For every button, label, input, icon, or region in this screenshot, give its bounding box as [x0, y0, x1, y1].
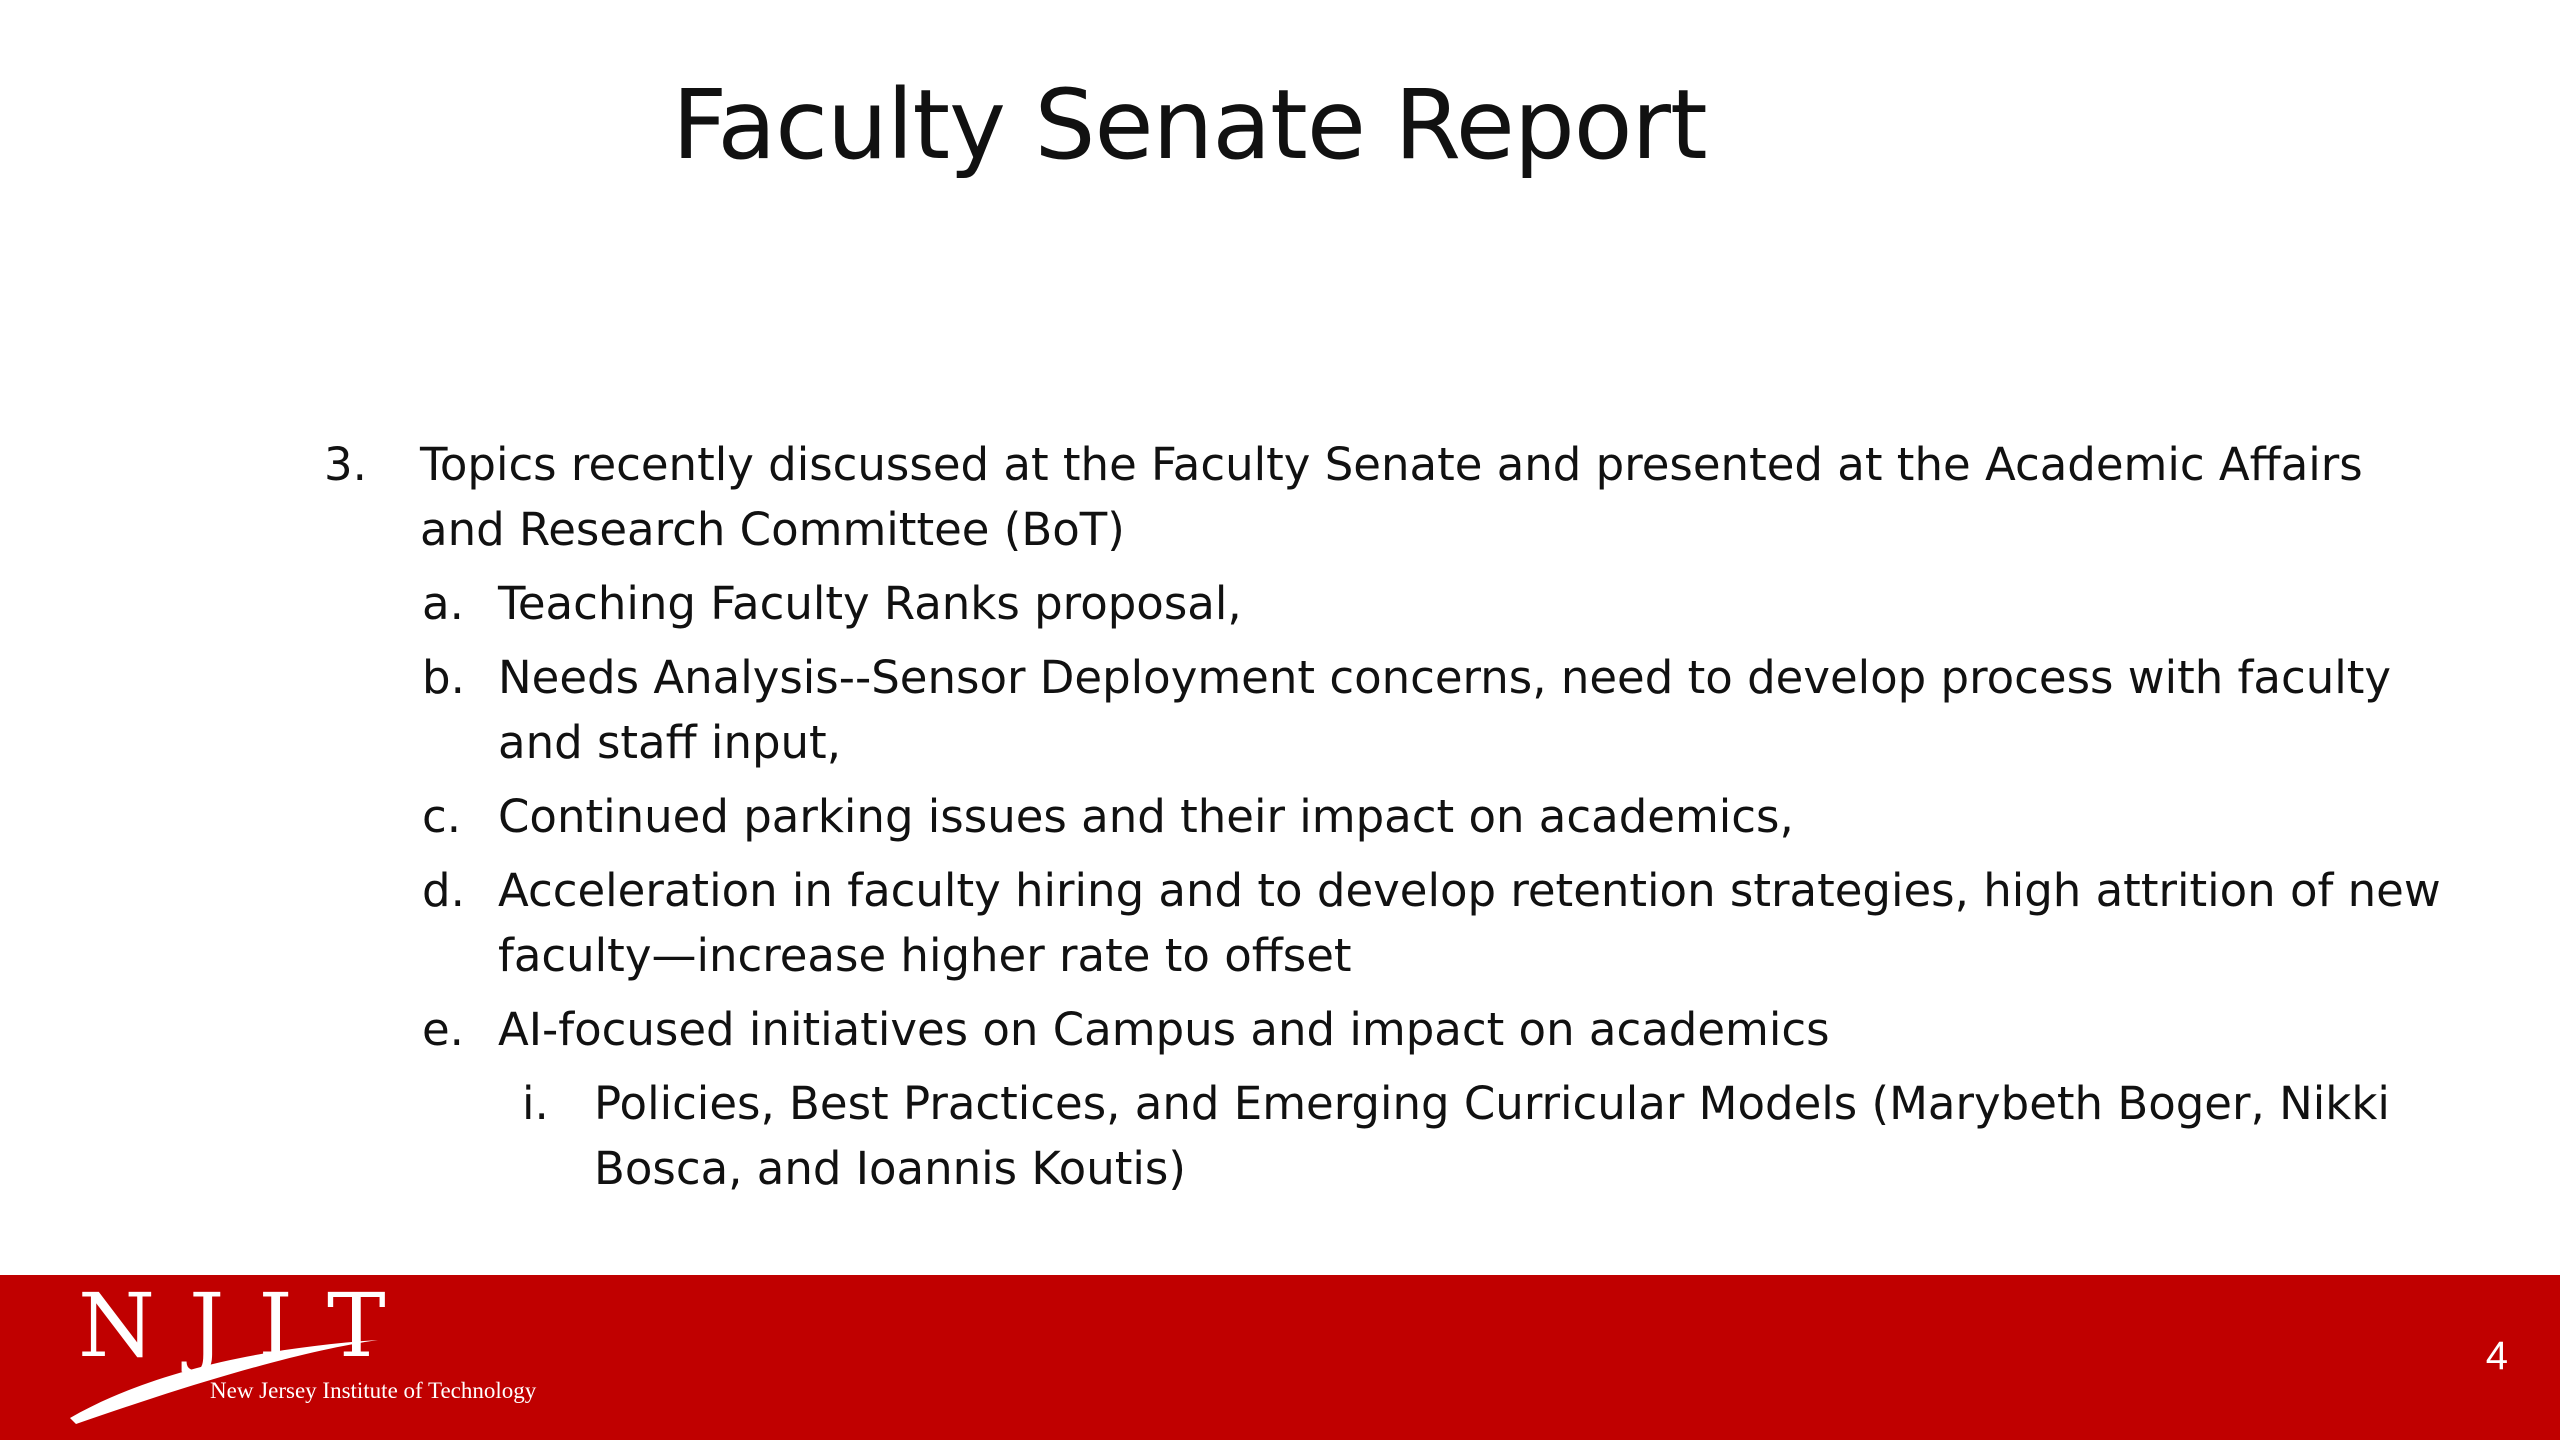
- list-marker: i.: [522, 1077, 549, 1130]
- list-item-b: [318, 645, 2458, 775]
- list-item-d: [318, 858, 2458, 988]
- list-item-text: Topics recently discussed at the Faculty Senate and presented at the Academic Affairs and Research Committee (BoT): [420, 438, 2363, 556]
- list-marker: c.: [422, 790, 462, 843]
- list-item-e: [318, 997, 2458, 1062]
- list-item-i: [318, 1071, 2458, 1201]
- slide-title: Faculty Senate Report: [672, 69, 1707, 181]
- list-item-text: Acceleration in faculty hiring and to develop retention strategies, high attrition of new faculty—increase higher rate to offset: [498, 864, 2441, 982]
- list-marker: 3.: [324, 438, 367, 491]
- list-item-text: Needs Analysis--Sensor Deployment concerns, need to develop process with faculty and staff input,: [498, 651, 2392, 769]
- list-item-3: [318, 432, 2458, 562]
- slide-content: [318, 432, 2458, 1210]
- logo-subtitle: New Jersey Institute of Technology: [210, 1378, 537, 1403]
- list-item-text: AI-focused initiatives on Campus and impact on academics: [498, 1003, 1830, 1056]
- list-item-text: Continued parking issues and their impact on academics,: [498, 790, 1794, 843]
- list-item-a: [318, 571, 2458, 636]
- list-marker: b.: [422, 651, 465, 704]
- list-marker: e.: [422, 1003, 464, 1056]
- list-item-text: Policies, Best Practices, and Emerging Curricular Models (Marybeth Boger, Nikki Bosca, and Ioannis Koutis): [594, 1077, 2390, 1195]
- logo-letters: NJIT: [78, 1274, 420, 1377]
- njit-logo: [58, 1274, 618, 1438]
- page-number: 4: [2485, 1334, 2508, 1378]
- list-marker: d.: [422, 864, 465, 917]
- list-item-text: Teaching Faculty Ranks proposal,: [498, 577, 1242, 630]
- list-item-c: [318, 784, 2458, 849]
- list-marker: a.: [422, 577, 464, 630]
